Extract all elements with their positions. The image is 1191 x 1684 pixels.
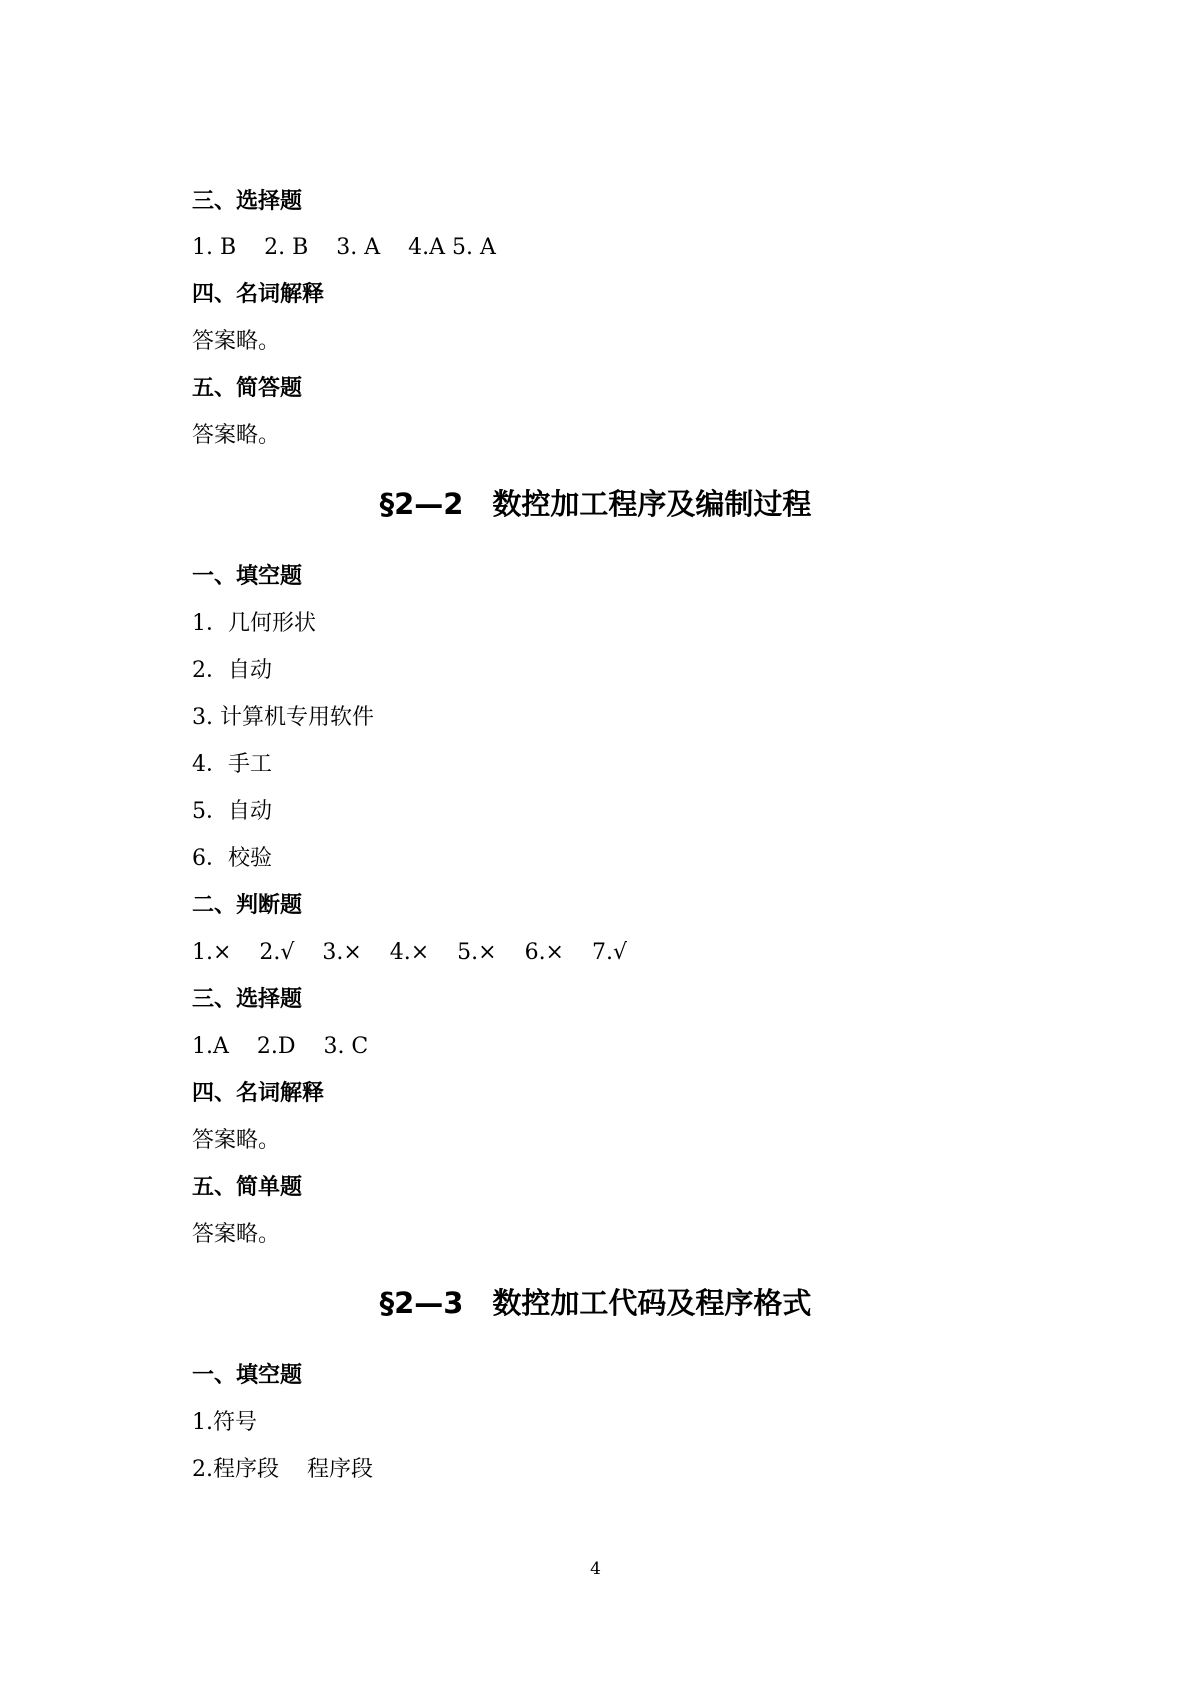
short-answer: 答案略。 <box>192 1222 281 1247</box>
fill-item: 1．几何形状 <box>192 611 316 636</box>
section-heading-terms: 四、名词解释 <box>192 282 325 307</box>
section-title-2-2: §2—2 数控加工程序及编制过程 <box>379 487 812 521</box>
fill-item: 3. 计算机专用软件 <box>192 705 374 730</box>
section-heading-short: 五、简答题 <box>192 376 303 401</box>
terms-answer: 答案略。 <box>192 1128 281 1153</box>
fill-item: 1.符号 <box>192 1410 257 1435</box>
section-heading-short: 五、简单题 <box>192 1175 303 1200</box>
page-number: 4 <box>590 1559 601 1579</box>
section-heading-fill: 一、填空题 <box>192 1363 303 1388</box>
fill-item: 4．手工 <box>192 752 272 777</box>
judge-answers: 1.× 2.√ 3.× 4.× 5.× 6.× 7.√ <box>192 940 627 965</box>
choice-answers: 1.A 2.D 3. C <box>192 1034 369 1059</box>
section-title-2-3: §2—3 数控加工代码及程序格式 <box>379 1286 812 1320</box>
fill-item: 2.程序段 程序段 <box>192 1457 373 1482</box>
fill-item: 5．自动 <box>192 799 272 824</box>
choice-answers: 1. B 2. B 3. A 4.A 5. A <box>192 235 496 260</box>
section-heading-judge: 二、判断题 <box>192 893 303 918</box>
section-heading-choice: 三、选择题 <box>192 987 303 1012</box>
fill-item: 2．自动 <box>192 658 272 683</box>
section-heading-choice: 三、选择题 <box>192 189 303 214</box>
terms-answer: 答案略。 <box>192 329 281 354</box>
fill-item: 6．校验 <box>192 846 272 871</box>
short-answer: 答案略。 <box>192 423 281 448</box>
section-heading-fill: 一、填空题 <box>192 564 303 589</box>
section-heading-terms: 四、名词解释 <box>192 1081 325 1106</box>
